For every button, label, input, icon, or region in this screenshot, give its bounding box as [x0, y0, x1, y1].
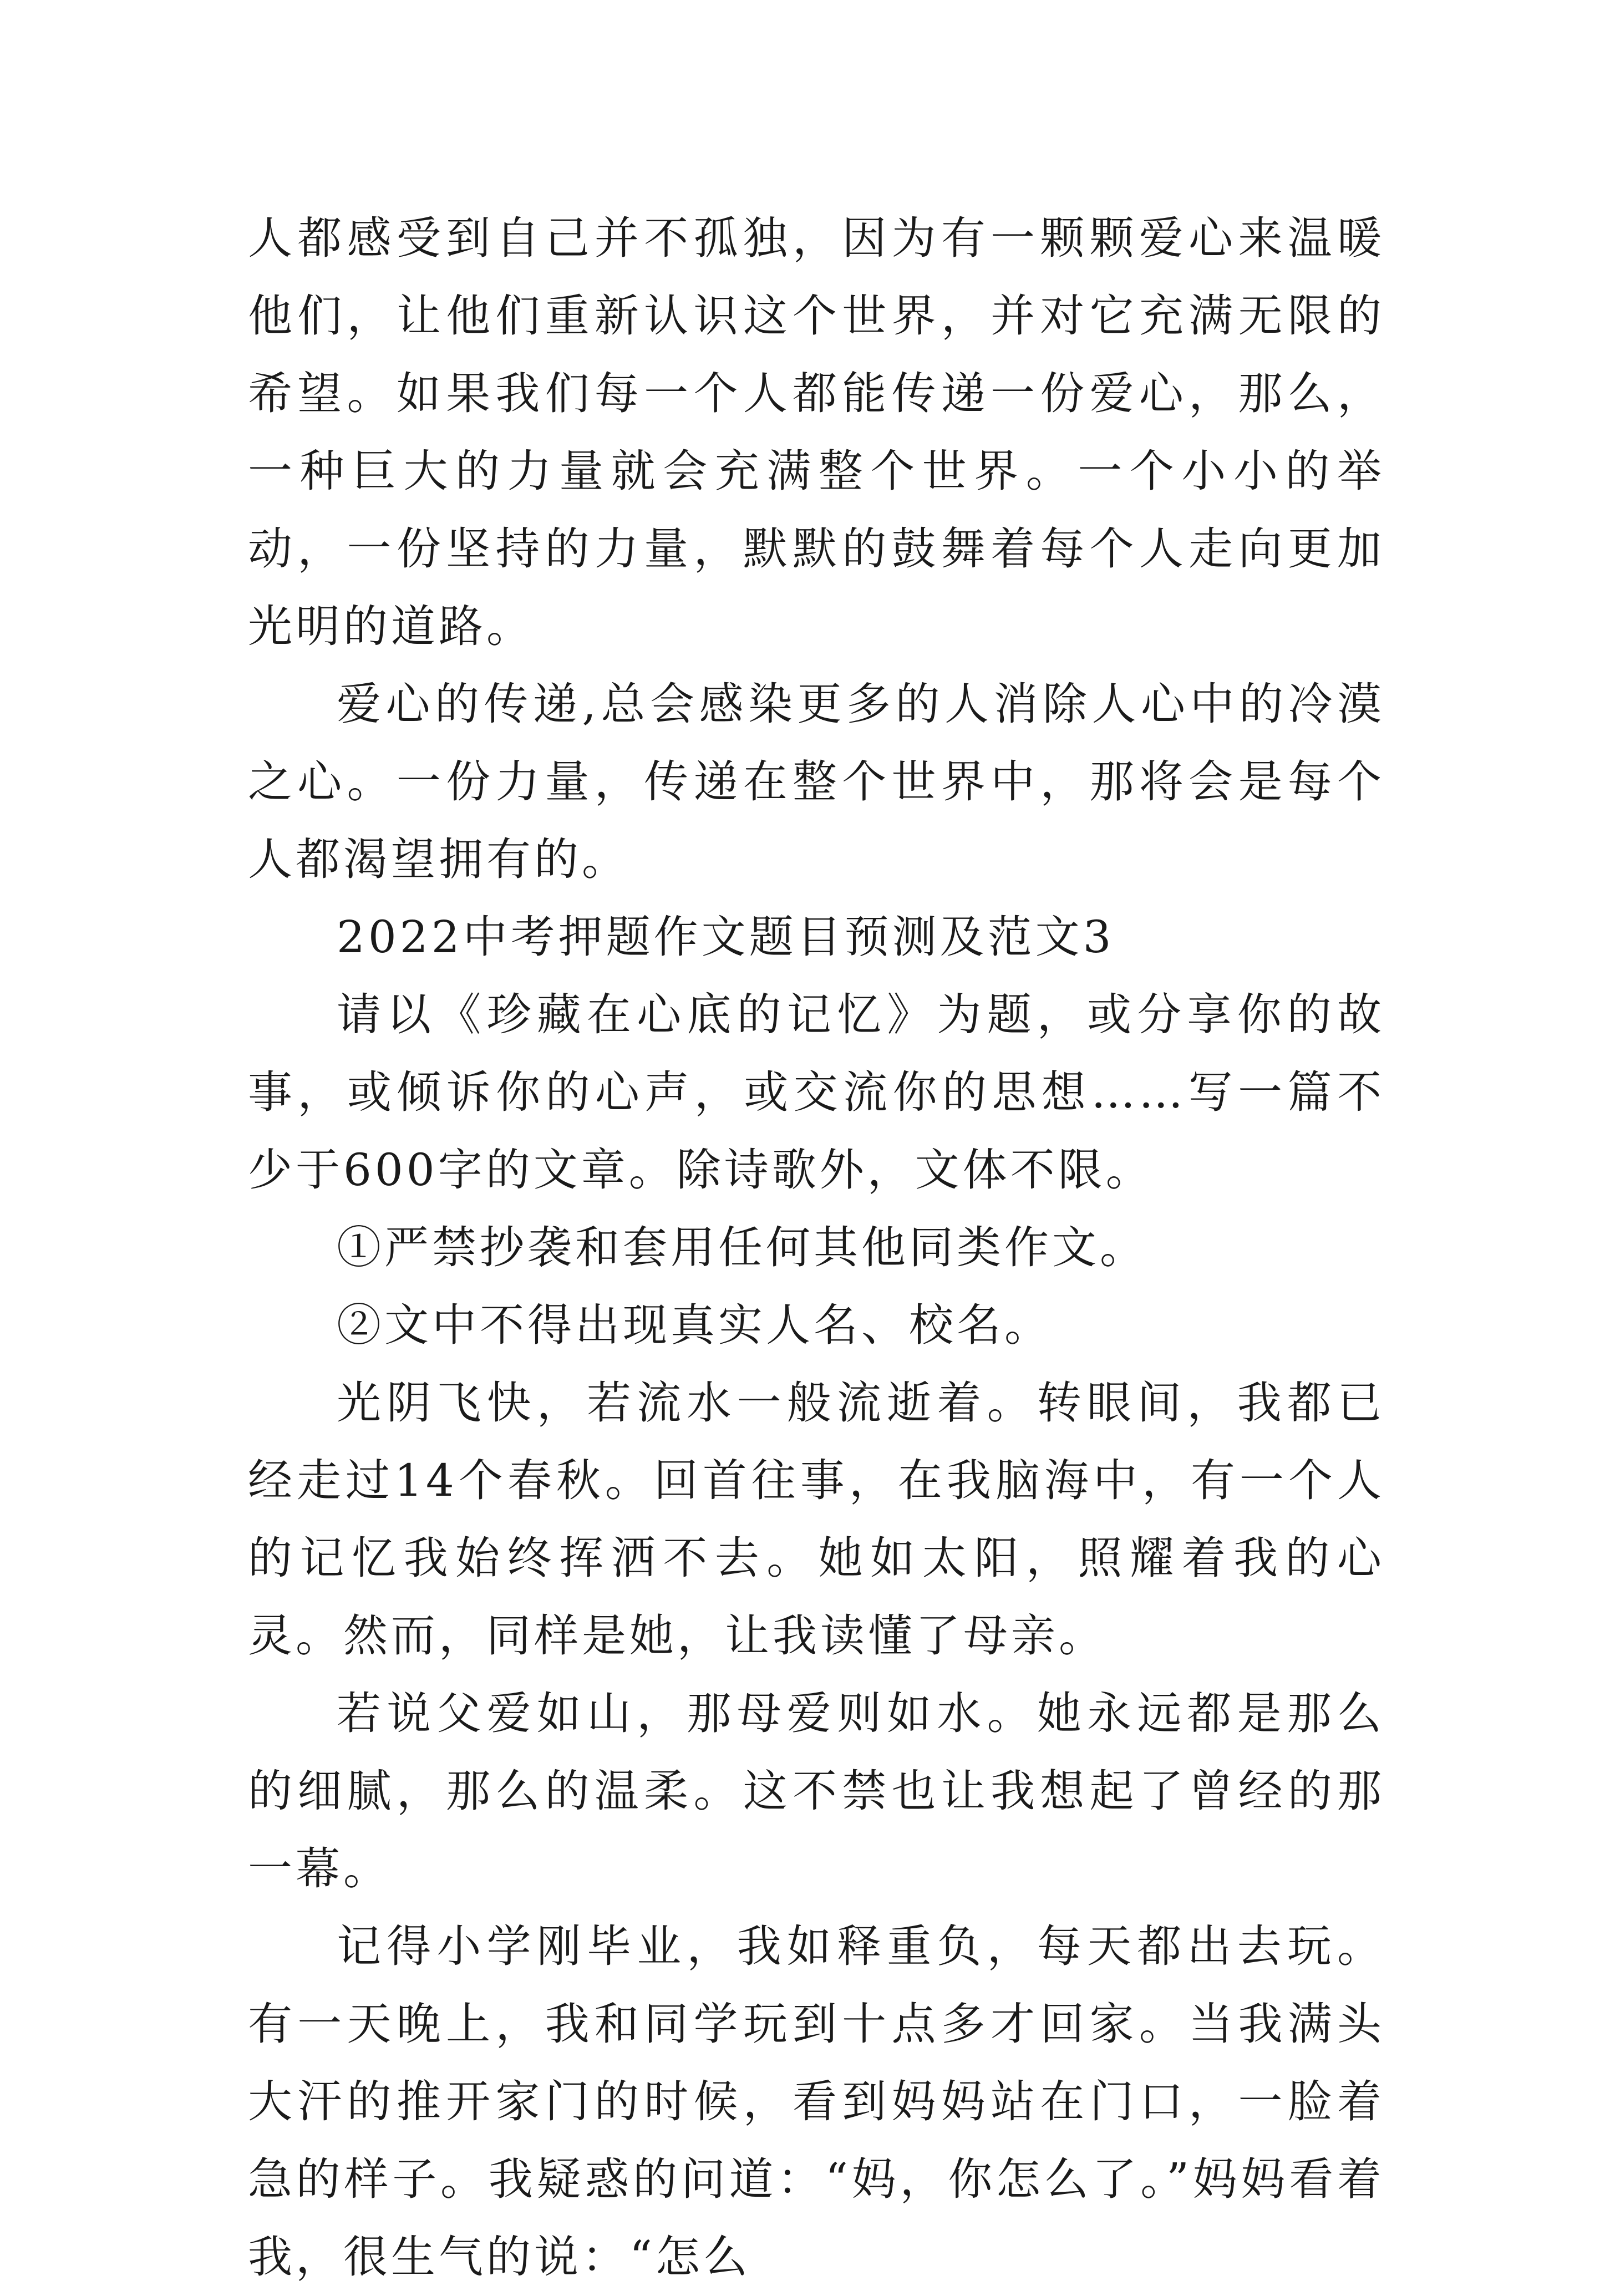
paragraph: 人都感受到自己并不孤独，因为有一颗颗爱心来温暖他们，让他们重新认识这个世界，并对它充满无限的希望。如果我们每一个人都能传递一份爱心，那么，一种巨大的力量就会充满整个世界。一个小小的举动，一份坚持的力量，默默的鼓舞着每个人走向更加光明的道路。 [248, 212, 1385, 652]
paragraph: 请以《珍藏在心底的记忆》为题，或分享你的故事，或倾诉你的心声，或交流你的思想……写一篇不少于600字的文章。除诗歌外，文体不限。 [248, 989, 1385, 1196]
essay-title: 2022中考押题作文题目预测及范文3 [337, 911, 1115, 963]
document-body [248, 200, 1385, 2296]
paragraph: 光阴飞快，若流水一般流逝着。转眼间，我都已经走过14个春秋。回首往事，在我脑海中，有一个人的记忆我始终挥洒不去。她如太阳，照耀着我的心灵。然而，同样是她，让我读懂了母亲。 [248, 1377, 1385, 1662]
paragraph: 爱心的传递,总会感染更多的人消除人心中的冷漠之心。一份力量，传递在整个世界中，那将会是每个人都渴望拥有的。 [248, 678, 1385, 885]
rule-item: ①严禁抄袭和套用任何其他同类作文。 [337, 1222, 1147, 1273]
paragraph: 记得小学刚毕业，我如释重负，每天都出去玩。有一天晚上，我和同学玩到十点多才回家。当我满头大汗的推开家门的时候，看到妈妈站在门口，一脸着急的样子。我疑惑的问道：“妈，你怎么了。”妈妈看着我，很生气的说：“怎么 [248, 1921, 1385, 2283]
rule-item: ②文中不得出现真实人名、校名。 [337, 1299, 1052, 1351]
paragraph: 若说父爱如山，那母爱则如水。她永远都是那么的细腻，那么的温柔。这不禁也让我想起了曾经的那一幕。 [248, 1688, 1385, 1894]
